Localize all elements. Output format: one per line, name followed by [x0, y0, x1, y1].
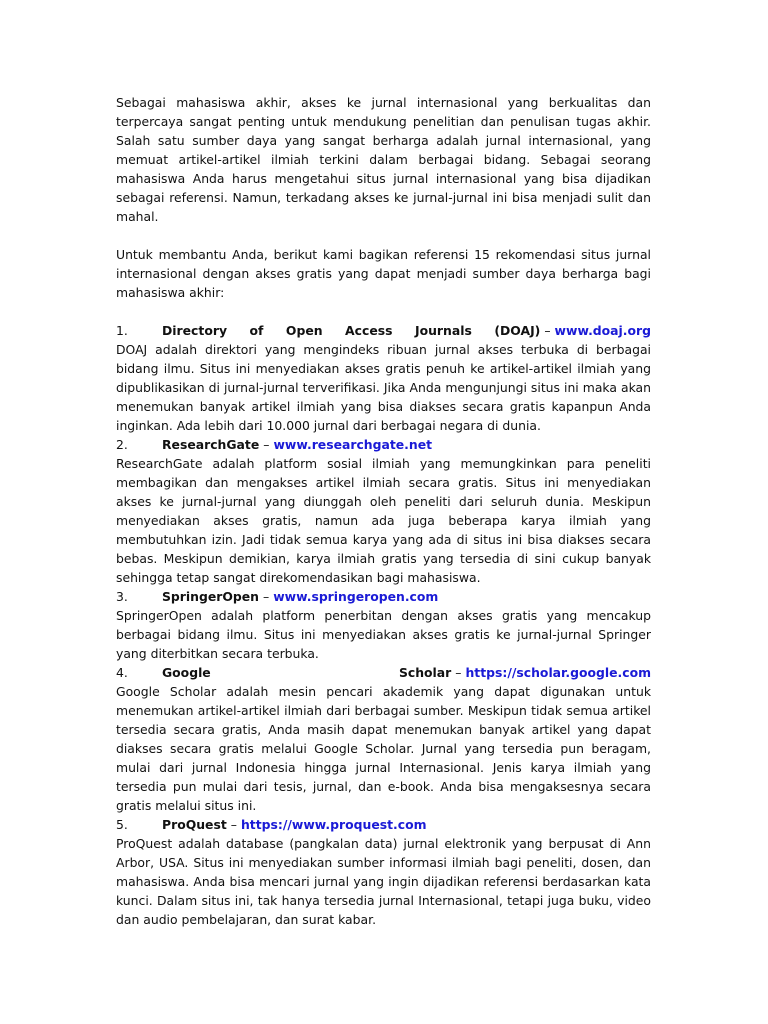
list-item-doaj [116, 321, 651, 435]
list-item-heading [116, 435, 651, 454]
item-number: 5. [116, 817, 128, 832]
doaj-link[interactable]: www.doaj.org [554, 323, 651, 338]
item-description: ResearchGate adalah platform sosial ilmiah yang memungkinkan para peneliti membagikan dan mengakses artikel ilmiah secara gratis. Situs ini menyediakan akses ke jurnal-jurnal yang diunggah oleh peneliti dari seluruh dunia. Meskipun menyediakan akses gratis, namun ada juga beberapa karya ilmiah yang membutuhkan izin. Jadi tidak semua karya yang ada di situs ini bisa diakses secara bebas. Meskipun demikian, karya ilmiah gratis yang tersedia di sini cukup banyak sehingga tetap sangat direkomendasikan bagi mahasiswa. [116, 456, 651, 585]
list-item-heading [116, 815, 651, 834]
item-description: SpringerOpen adalah platform penerbitan dengan akses gratis yang mencakup berbagai bidang ilmu. Situs ini menyediakan akses gratis ke jurnal-jurnal Springer yang diterbitkan secara terbuka. [116, 608, 651, 661]
proquest-link[interactable]: https://www.proquest.com [240, 817, 427, 832]
item-number: 1. [116, 323, 128, 338]
item-title: ResearchGate [162, 437, 260, 452]
item-title-part-1: Google [162, 665, 211, 680]
google-scholar-link[interactable]: https://scholar.google.com [465, 665, 651, 680]
item-description: DOAJ adalah direktori yang mengindeks ribuan jurnal akses terbuka di berbagai bidang ilmu. Situs ini menyediakan akses gratis penuh ke artikel-artikel ilmiah yang dipublikasikan di jurnal-jurnal terverifikasi. Jika Anda mengunjungi situs ini maka akan menemukan banyak artikel ilmiah yang bisa diakses secara gratis kapanpun Anda inginkan. Ada lebih dari 10.000 jurnal dari berbagai negara di dunia. [116, 342, 651, 433]
list-item-heading [116, 663, 651, 682]
item-dash: – [455, 665, 462, 680]
item-dash: – [263, 437, 270, 452]
site-list [116, 321, 651, 929]
researchgate-link[interactable]: www.researchgate.net [273, 437, 433, 452]
list-item-proquest [116, 815, 651, 929]
item-title: SpringerOpen [162, 589, 259, 604]
item-title: ProQuest [162, 817, 227, 832]
list-item-springeropen [116, 587, 651, 663]
item-title-part-2: Scholar [398, 665, 452, 680]
item-description: Google Scholar adalah mesin pencari akademik yang dapat digunakan untuk menemukan artikel-artikel ilmiah dari berbagai sumber. Meskipun tidak semua artikel tersedia secara gratis, Anda masih dapat menemukan banyak artikel yang dapat diakses secara gratis melalui Google Scholar. Jurnal yang tersedia pun beragam, mulai dari jurnal Indonesia hingga jurnal Internasional. Jenis karya ilmiah yang tersedia pun mulai dari tesis, jurnal, dan e-book. Anda bisa mengaksesnya secara gratis melalui situs ini. [116, 684, 651, 813]
list-item-google-scholar [116, 663, 651, 815]
item-description: ProQuest adalah database (pangkalan data) jurnal elektronik yang berpusat di Ann Arbor, USA. Situs ini menyediakan sumber informasi ilmiah bagi peneliti, dosen, dan mahasiswa. Anda bisa mencari jurnal yang ingin dijadikan referensi berdasarkan kata kunci. Dalam situs ini, tak hanya tersedia jurnal Internasional, tetapi juga buku, video dan audio pembelajaran, dan surat kabar. [116, 836, 651, 927]
list-item-heading [116, 587, 651, 606]
item-number: 2. [116, 437, 128, 452]
springeropen-link[interactable]: www.springeropen.com [273, 589, 439, 604]
item-number: 3. [116, 589, 128, 604]
intro-paragraph-1: Sebagai mahasiswa akhir, akses ke jurnal internasional yang berkualitas dan terpercaya sangat penting untuk mendukung penelitian dan penulisan tugas akhir. Salah satu sumber daya yang sangat berharga adalah jurnal internasional, yang memuat artikel-artikel ilmiah terkini dalam berbagai bidang. Sebagai seorang mahasiswa Anda harus mengetahui situs jurnal internasional yang bisa dijadikan sebagai referensi. Namun, terkadang akses ke jurnal-jurnal ini bisa menjadi sulit dan mahal. [116, 95, 651, 224]
item-dash: – [230, 817, 237, 832]
item-number: 4. [116, 665, 128, 680]
item-dash: – [544, 323, 551, 338]
list-item-researchgate [116, 435, 651, 587]
document-page [116, 93, 651, 929]
list-item-heading [116, 321, 651, 340]
item-dash: – [262, 589, 270, 604]
item-title: Directory of Open Access Journals (DOAJ) [162, 323, 541, 338]
intro-paragraph-2: Untuk membantu Anda, berikut kami bagikan referensi 15 rekomendasi situs jurnal internasional dengan akses gratis yang dapat menjadi sumber daya berharga bagi mahasiswa akhir: [116, 247, 651, 300]
